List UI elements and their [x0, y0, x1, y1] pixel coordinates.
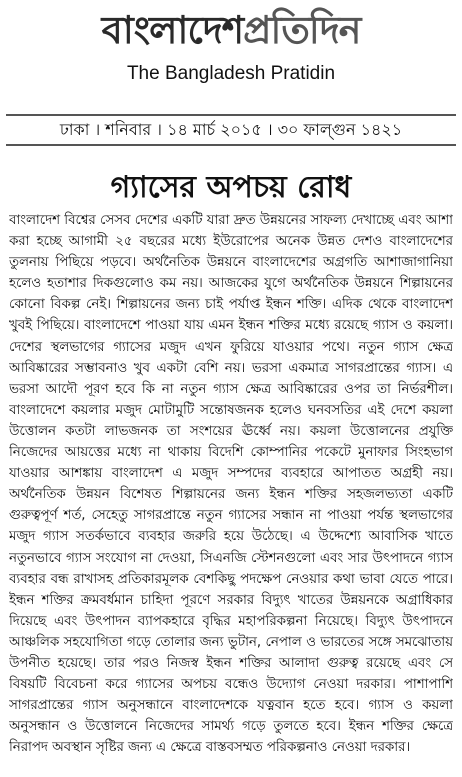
- masthead: [0, 6, 462, 106]
- newspaper-english-name: The Bangladesh Pratidin: [126, 63, 336, 84]
- logo-part-bangladesh: বাংলাদেশ: [101, 8, 244, 52]
- newspaper-logo: [102, 6, 361, 54]
- article-body: [9, 210, 453, 771]
- article-headline: গ্যাসের অপচয় রোধ: [110, 170, 352, 205]
- logo-part-pratidin: প্রতিদিন: [243, 8, 361, 52]
- dateline: ঢাকা । শনিবার । ১৪ মার্চ ২০১৫ । ৩০ ফাল্গুন ১৪২১: [6, 114, 456, 146]
- article-paragraph: বাংলাদেশ বিশ্বের সেসব দেশের একটি যারা দ্রুত উন্নয়নের সাফল্য দেখাচ্ছে এবং আশা করা হচ্ছে আগামী ২৫ বছরের মধ্যে ইউরোপের অনেক উন্নত দেশও বাংলাদেশের তুলনায় পিছিয়ে পড়বে। অর্থনৈতিক উন্নয়নে বাংলাদেশের অগ্রগতি আশাজাগানিয়া হলেও হতাশার দিকগুলোও কম নয়। আজকের যুগে অর্থনৈতিক উন্নয়নে শিল্পায়নের কোনো বিকল্প নেই। শিল্পায়নের জন্য চাই পর্যাপ্ত ইন্ধন শক্তি। এদিক থেকে বাংলাদেশ খুবই পিছিয়ে। বাংলাদেশে পাওয়া যায় এমন ইন্ধন শক্তির মধ্যে রয়েছে গ্যাস ও কয়লা। দেশের স্থলভাগের গ্যাসের মজুদ এখন ফুরিয়ে যাওয়ার পথে। নতুন গ্যাস ক্ষেত্র আবিষ্কারের সম্ভাবনাও খুব একটা বেশি নয়। ভরসা একমাত্র সাগরপ্রান্তের গ্যাস। এ ভরসা আদৌ পূরণ হবে কি না নতুন গ্যাস ক্ষেত্র আবিষ্কারের ওপর তা নির্ভরশীল। বাংলাদেশে কয়লার মজুদ মোটামুটি সন্তোষজনক হলেও ঘনবসতির এই দেশে কয়লা উত্তোলন কতটা লাভজনক তা সংশয়ের ঊর্ধ্বে নয়। কয়লা উত্তোলনের প্রযুক্তি নিজেদের আয়ত্তের মধ্যে না থাকায় বিদেশি কোম্পানির পকেটে মুনাফার সিংহভাগ যাওয়ার আশঙ্কায় বাংলাদেশ এ মজুদ সম্পদের ব্যবহারে আপাতত অগ্রহী নয়। অর্থনৈতিক উন্নয়ন বিশেষত শিল্পায়নের জন্য ইন্ধন শক্তির সহজলভ্যতা একটি গুরুত্বপূর্ণ শর্ত, সেহেতু সাগরপ্রান্তে নতুন গ্যাসের সন্ধান না পাওয়া পর্যন্ত স্থলভাগের মজুদ গ্যাস সতর্কভাবে ব্যবহার জরুরি হয়ে উঠেছে। এ উদ্দেশ্যে আবাসিক খাতে নতুনভাবে গ্যাস সংযোগ না দেওয়া, সিএনজি স্টেশনগুলো এবং সার উৎপাদনে গ্যাস ব্যবহার বন্ধ রাখাসহ প্রতিকারমূলক বেশকিছু পদক্ষেপ নেওয়ার কথা ভাবা যেতে পারে। ইন্ধন শক্তির ক্রমবর্ধমান চাহিদা পূরণে সরকার বিদ্যুৎ খাতের উন্নয়নকে অগ্রাধিকার দিয়েছে এবং উৎপাদন ব্যাপকহারে বৃদ্ধির মহাপরিকল্পনা নিয়েছে। বিদ্যুৎ উৎপাদনে আঞ্চলিক সহযোগিতা গড়ে তোলার জন্য ভুটান, নেপাল ও ভারতের সঙ্গে সমঝোতায় উপনীত হয়েছে। তার পরও নিজস্ব ইন্ধন শক্তির আলাদা গুরুত্ব রয়েছে এবং সে বিষয়টি বিবেচনা করে গ্যাসের অপচয় বন্ধেও উদ্যোগ নেওয়া দরকার। পাশাপাশি সাগরপ্রান্তের গ্যাস অনুসন্ধানে বাংলাদেশকে যত্নবান হতে হবে। গ্যাস ও কয়লা অনুসন্ধান ও উত্তোলনে নিজেদের সামর্থ্য গড়ে তুলতে হবে। ইন্ধন শক্তির ক্ষেত্রে নিরাপদ অবস্থান সৃষ্টির জন্য এ ক্ষেত্রে বাস্তবসম্মত পরিকল্পনাও নেওয়া দরকার।: [9, 213, 453, 756]
